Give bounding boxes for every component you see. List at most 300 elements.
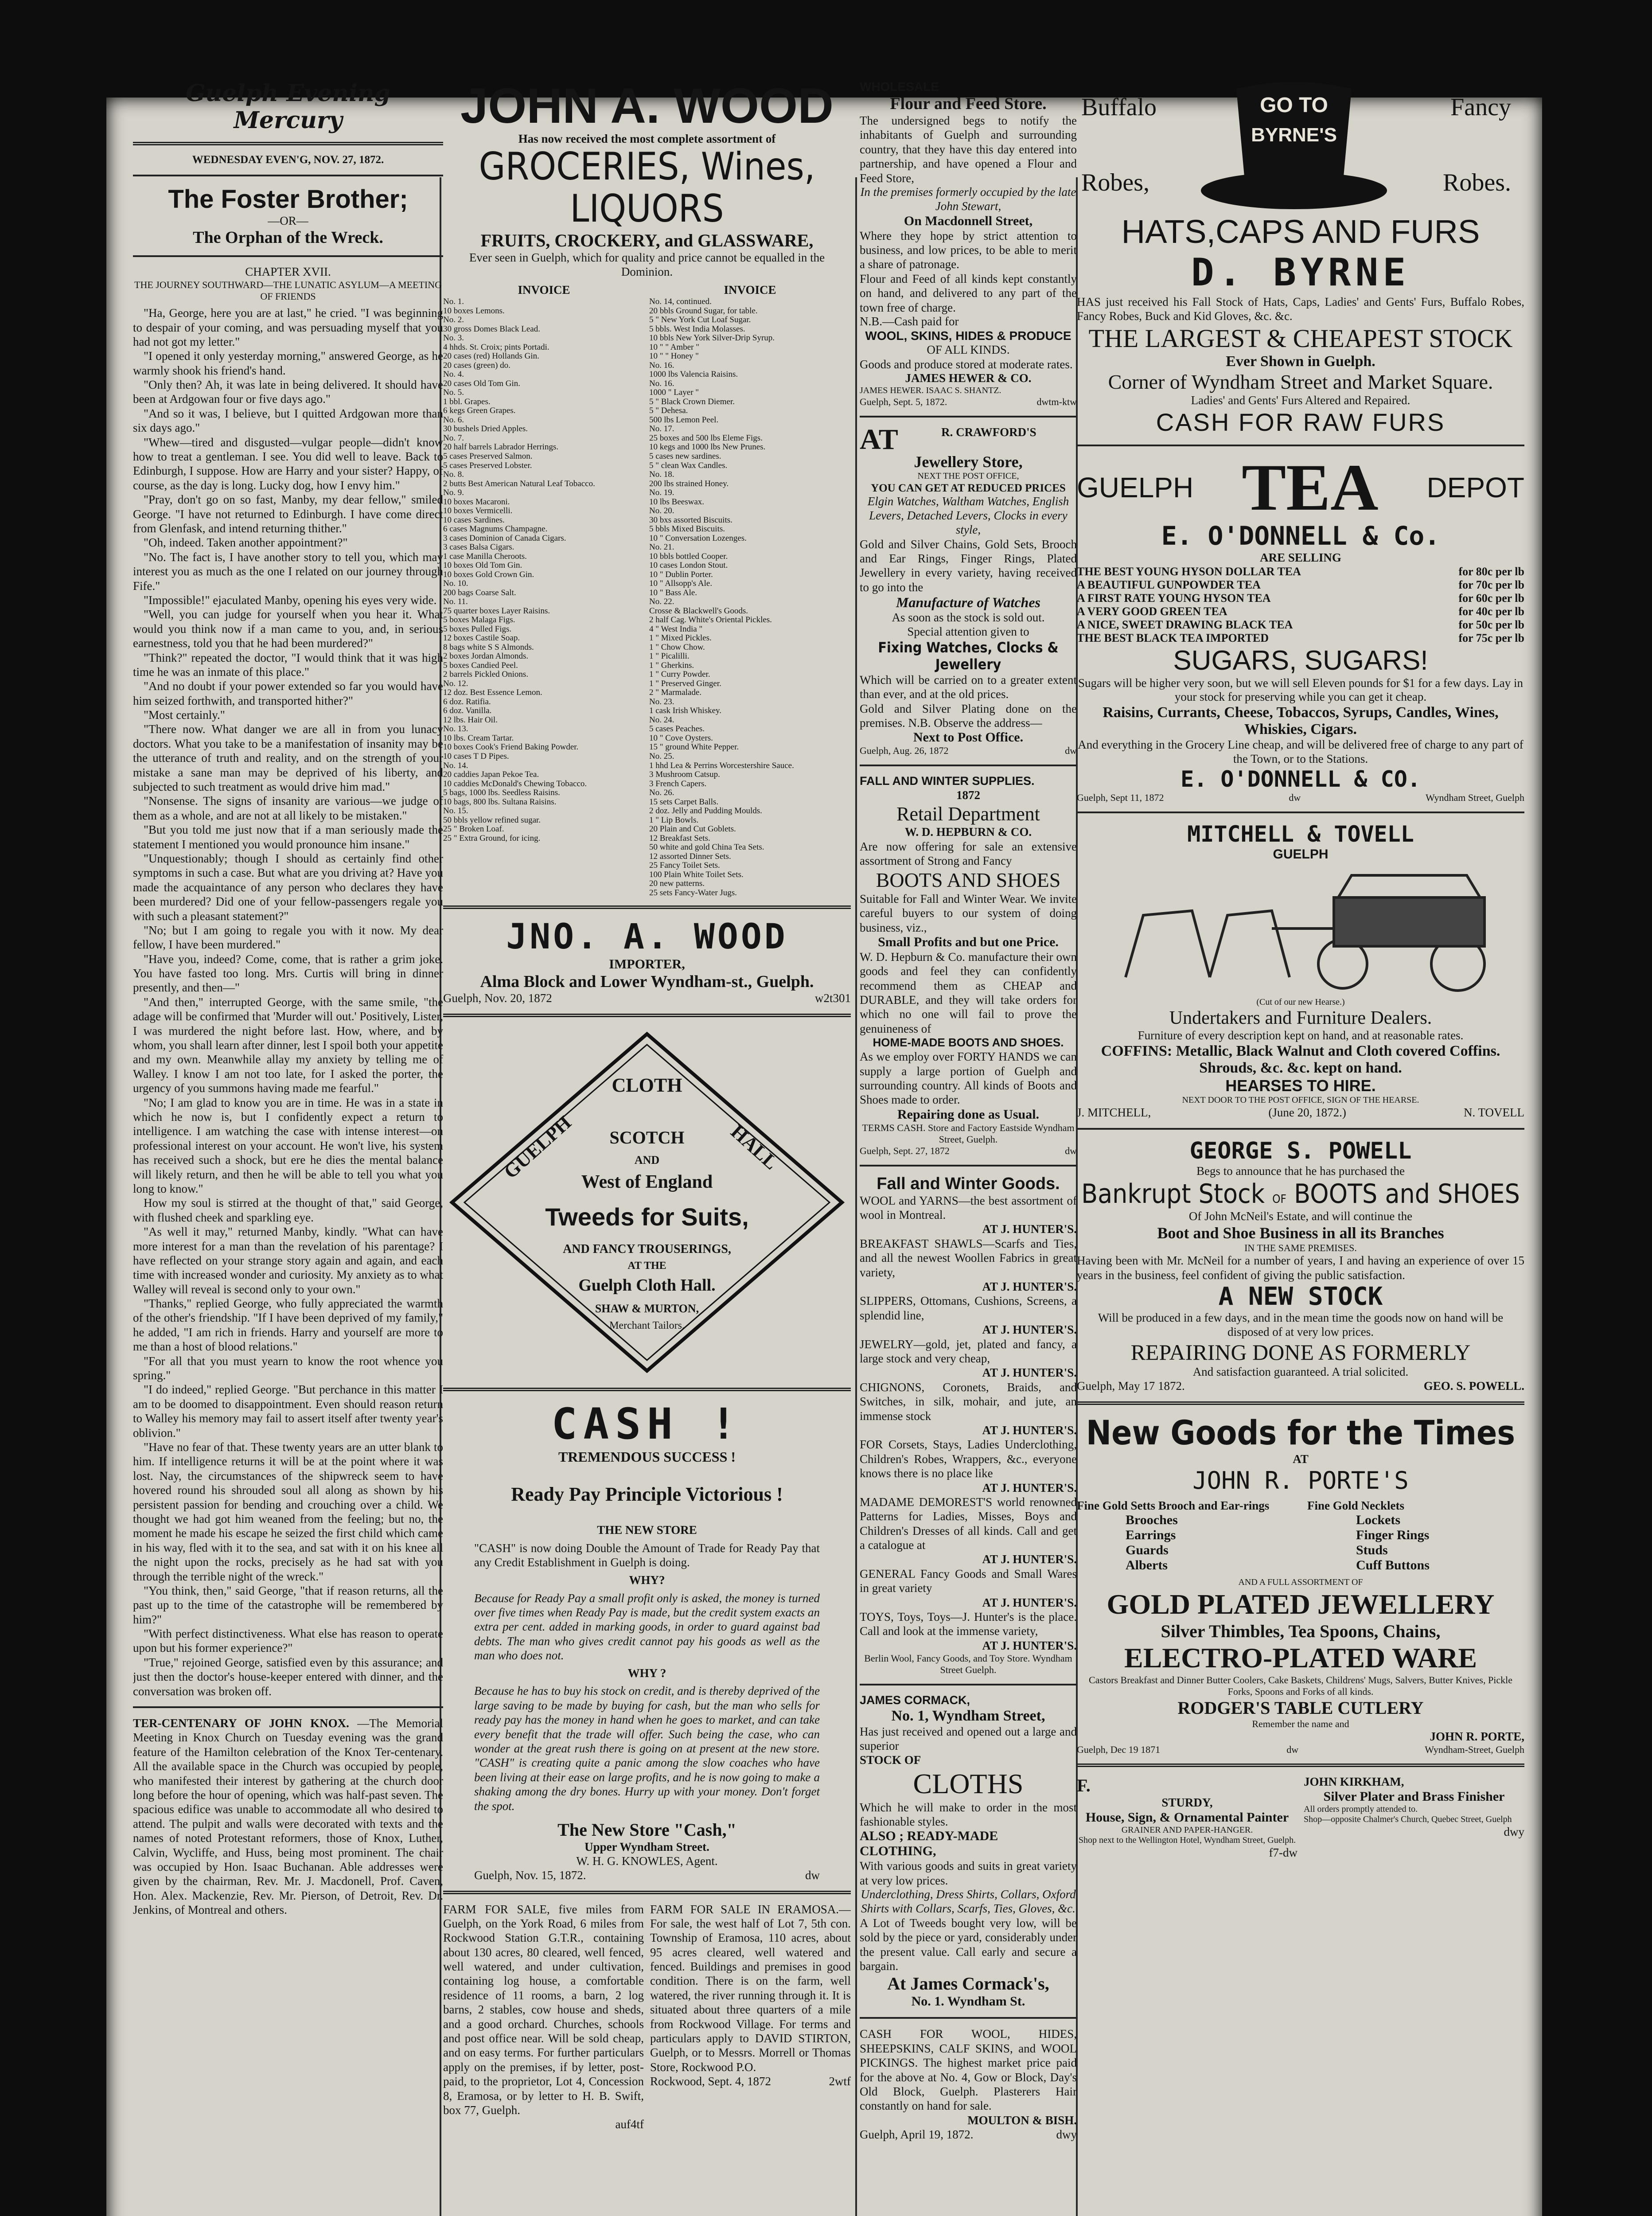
invoice-item: 5 cases Peaches. bbox=[649, 724, 705, 734]
invoice-item: 20 half barrels Labrador Herrings. bbox=[443, 442, 559, 452]
invoice-item: 10 lbs. Cream Tartar. bbox=[443, 733, 514, 743]
tea-dateline: Guelph, Sept 11, 1872 bbox=[1077, 792, 1164, 803]
kirkham-ref: dwy bbox=[1504, 1825, 1524, 1838]
serial-paragraph: "No; I am glad to know you are in time. He was in a state in which he now is, but I confidently expect a return to intelligence. I am watching the case with intense interest—on professional interest on your account. He won't live, his system has received such a shock, but ere he dies the mental balance will likely return, and then he will be able to tell you what you long to know." bbox=[133, 1096, 443, 1195]
hepburn-retail: Retail Department bbox=[896, 803, 1040, 825]
moulton-ref: dwy bbox=[1056, 2128, 1077, 2142]
divider bbox=[1077, 811, 1524, 813]
mitchell-town: GUELPH bbox=[1273, 847, 1329, 862]
invoice-item: 1 cask Irish Whiskey. bbox=[649, 706, 722, 716]
sturdy-trade: House, Sign, & Ornamental Painter bbox=[1085, 1810, 1289, 1825]
invoice-item: 12 assorted Dinner Sets. bbox=[649, 851, 731, 861]
hepburn-body: W. D. Hepburn & Co. manufacture their own goods and feel they can confidently recommend them as CHEAP and DURABLE, and they will take orders for which no one will fail to prove the genuineness of bbox=[860, 950, 1077, 1035]
sturdy-ad bbox=[1077, 1775, 1297, 1860]
farm2-dateline: Rockwood, Sept. 4, 1872 bbox=[650, 2075, 771, 2088]
flour-body-2: Where they hope by strict attention to business, and low prices, to be able to merit a share of patronage. bbox=[860, 229, 1077, 271]
moulton-dateline: Guelph, April 19, 1872. bbox=[860, 2128, 974, 2142]
powell-business: Boot and Shoe Business in all its Branches bbox=[1157, 1224, 1444, 1242]
hunter-item-text: GENERAL Fancy Goods and Small Wares in great variety bbox=[860, 1567, 1077, 1595]
masthead-title: Guelph Evening Mercury bbox=[186, 80, 390, 134]
tea-depot: DEPOT bbox=[1426, 471, 1524, 503]
flour-wool: WOOL, SKINS, HIDES & PRODUCE bbox=[865, 328, 1071, 343]
porte-right-item: Cuff Buttons bbox=[1356, 1558, 1430, 1573]
invoice-item: 12 lbs. Hair Oil. bbox=[443, 715, 498, 725]
sturdy-shop: Shop next to the Wellington Hotel, Wyndham Street, Guelph. bbox=[1078, 1835, 1296, 1845]
invoice-item: No. 11. bbox=[443, 597, 468, 607]
hunter-at: AT J. HUNTER'S. bbox=[982, 1323, 1077, 1337]
porte-right-list bbox=[1307, 1499, 1524, 1573]
invoice-item: 4 " West India " bbox=[649, 624, 703, 634]
powell-premises: IN THE SAME PREMISES. bbox=[1244, 1242, 1357, 1253]
invoice-item: 15 " ground White Pepper. bbox=[649, 742, 739, 752]
invoice-item: 20 caddies Japan Pekoe Tea. bbox=[443, 770, 539, 780]
invoice-item: 1 " Preserved Ginger. bbox=[649, 679, 721, 688]
serial-paragraph: "With perfect distinctiveness. What else has reason to operate upon but his former experience?" bbox=[133, 1627, 443, 1655]
hepburn-boots: BOOTS AND SHOES bbox=[876, 868, 1061, 891]
invoice-item: 1 " Curry Powder. bbox=[649, 670, 710, 679]
cormack-which: Which he will make to order in the most fashionable styles. bbox=[860, 1800, 1077, 1828]
cormack-stock-of: STOCK OF bbox=[860, 1753, 921, 1767]
wood-fruits: FRUITS, CROCKERY, and GLASSWARE, bbox=[480, 230, 814, 250]
tea-item-name: A NICE, SWEET DRAWING BLACK TEA bbox=[1077, 618, 1293, 631]
farm2-body: FARM FOR SALE IN ERAMOSA.—For sale, the west half of Lot 7, 5th con. Township of Eramosa, 110 acres, about 95 acres cleared, well watered and fenced. Buildings and premises in good condition. There is on the farm, well watered, the river running through it. It is situated about three quarters of a mile from Rockwood Village. For terms and particulars apply to DAVID STIRTON, Guelph, or to Messrs. Morrell or Thomas Store, Rockwood P.O. bbox=[650, 1902, 851, 2074]
serial-paragraph: How my soul is stirred at the thought of that," said George, with flushed cheek and sparkling eye. bbox=[133, 1196, 443, 1224]
invoice-item: 30 gross Domes Black Lead. bbox=[443, 324, 540, 334]
hunter-item-text: JEWELRY—gold, jet, plated and fancy, a large stock and very cheap, bbox=[860, 1337, 1077, 1365]
flour-premises: In the premises formerly occupied by the late John Stewart, bbox=[860, 185, 1076, 213]
flour-ad bbox=[860, 80, 1077, 408]
hunter-item bbox=[860, 1495, 1077, 1567]
invoice-item: 10 bags, 800 lbs. Sultana Raisins. bbox=[443, 797, 557, 807]
hunter-item-text: BREAKFAST SHAWLS—Scarfs and Ties, and all the newest Woollen Fabrics in great variety, bbox=[860, 1237, 1077, 1279]
invoice-item: No. 17. bbox=[649, 424, 674, 434]
cloth-and: AND bbox=[634, 1154, 660, 1167]
serial-paragraph: "Have you, indeed? Come, come, that is rather a grim joke. You have fasted too long. Mrs. Curtis will bring in dinner presently, and then—" bbox=[133, 952, 443, 995]
knox-heading: TER-CENTENARY OF JOHN KNOX. bbox=[133, 1717, 349, 1730]
mitchell-hearses: HEARSES TO HIRE. bbox=[1225, 1077, 1376, 1095]
divider bbox=[133, 255, 443, 257]
invoice-item: 2 boxes Jordan Almonds. bbox=[443, 652, 529, 661]
invoice-item: 1 hhd Lea & Perrins Worcestershire Sauce. bbox=[649, 761, 794, 770]
divider bbox=[860, 1684, 1077, 1685]
farm-ads bbox=[443, 1902, 851, 2132]
invoice-item: 1000 " Layer " bbox=[649, 388, 699, 398]
powell-dateline: Guelph, May 17 1872. bbox=[1077, 1379, 1185, 1393]
porte-right-header: Fine Gold Necklets bbox=[1307, 1498, 1404, 1512]
porte-dateline-row bbox=[1077, 1744, 1524, 1756]
invoice-item: 5 bbls. West India Molasses. bbox=[649, 324, 745, 334]
invoice-item: 1 case Manilla Cheroots. bbox=[443, 551, 527, 561]
tea-item-price: for 40c per lb bbox=[1458, 605, 1524, 618]
hunter-item bbox=[860, 1567, 1077, 1610]
cash-ad bbox=[443, 1399, 851, 1882]
serial-paragraph: "Most certainly." bbox=[144, 708, 225, 722]
invoice-item: 1 " Lip Bowls. bbox=[649, 815, 699, 825]
divider bbox=[1077, 1128, 1524, 1130]
serial-chapter: CHAPTER XVII. bbox=[245, 265, 331, 279]
cloth-owners: SHAW & MURTON, bbox=[595, 1302, 699, 1315]
kirkham-ad bbox=[1304, 1775, 1524, 1860]
hunter-at: AT J. HUNTER'S. bbox=[982, 1366, 1077, 1380]
sturdy-name: STURDY, bbox=[1161, 1795, 1213, 1809]
serial-paragraph: "As well it may," returned Manby, kindly. "What can have more interest for a man than the revelation of his parentage? I have reflected on your strange story again and again, and each time with increased wonder and curiosity. My anxiety as to what Walley will reveal is second only to your own." bbox=[133, 1225, 443, 1296]
powell-boots: BOOTS and SHOES bbox=[1294, 1178, 1520, 1209]
crawford-fixing: Fixing Watches, Clocks & Jewellery bbox=[878, 639, 1059, 673]
invoice-item: No. 2. bbox=[443, 315, 464, 325]
invoice-item: 2 butts Best American Natural Leaf Tobacco. bbox=[443, 479, 595, 488]
powell-new-stock: A NEW STOCK bbox=[1218, 1282, 1383, 1311]
wood-address: Alma Block and Lower Wyndham-st., Guelph. bbox=[480, 972, 814, 991]
sturdy-initial: F. bbox=[1077, 1775, 1091, 1795]
divider bbox=[860, 1165, 1077, 1167]
serial-paragraph: "Only then? Ah, it was late in being delivered. It should have been at Ardgowan four or five days ago." bbox=[133, 378, 443, 406]
wood-dateline: Guelph, Nov. 20, 1872 bbox=[443, 991, 552, 1005]
invoice-item: 10 cases T D Pipes. bbox=[443, 752, 509, 761]
porte-right-item: Studs bbox=[1356, 1543, 1388, 1558]
serial-subtitle: The Orphan of the Wreck. bbox=[193, 228, 383, 247]
invoice-item: No. 22. bbox=[649, 597, 674, 607]
farm2-dateline-row bbox=[650, 2074, 851, 2088]
flour-dateline-row bbox=[860, 396, 1077, 408]
cormack-name: JAMES CORMACK, bbox=[860, 1693, 970, 1707]
cormack-addr: No. 1, Wyndham Street, bbox=[891, 1707, 1045, 1724]
invoice-item: No. 25. bbox=[649, 752, 674, 761]
invoice-item: 10 " Cove Oysters. bbox=[649, 733, 713, 743]
porte-dateline: Guelph, Dec 19 1871 bbox=[1077, 1744, 1161, 1755]
divider bbox=[443, 1014, 851, 1017]
hepburn-title: FALL AND WINTER SUPPLIES. bbox=[860, 774, 1035, 788]
powell-footer bbox=[1077, 1379, 1524, 1393]
cloth-scotch: SCOTCH bbox=[609, 1128, 685, 1148]
serial-paragraph: "No. The fact is, I have another story to tell you, which may interest you as much as the one I related on our journey through Fife." bbox=[133, 550, 443, 593]
serial-paragraph: "There now. What danger we are all in from you lunacy doctors. What you take to be a manifestation of insanity may be the utterance of truth and reality, and on the strength of your mistake a sane man may be deprived of his liberty, and subjected to such treatment as would drive him mad." bbox=[133, 722, 443, 794]
byrne-cash: CASH FOR RAW FURS bbox=[1156, 408, 1446, 436]
farm-ad-2 bbox=[650, 1902, 851, 2132]
powell-body: Having been with Mr. McNeil for a number of years, I and having an experience of over 15 years in the business, feel confident of giving the public satisfaction. bbox=[1077, 1254, 1524, 1282]
tea-item-name: A FIRST RATE YOUNG HYSON TEA bbox=[1077, 591, 1271, 605]
flour-head-1: WHOLESALE bbox=[860, 80, 939, 94]
serial-paragraph: "Have no fear of that. These twenty years are an utter blank to him. If intelligence returns it will be at the point where it was lost. Nay, the circumstances of the shipwreck seem to have hovered round his shrouded soul all along as shown by his persistent passion for bending and crouching over a child. We thought we had got him weaned from the feeling; but no, the moment he made his escape he seized the first child which came in his way, fled with it to the sea, and sat with it on his knee all the night upon the rocks, precisely as he had sat with you through the terrible night of the wreck." bbox=[133, 1440, 443, 1583]
hunter-at: AT J. HUNTER'S. bbox=[982, 1222, 1077, 1236]
tea-price-row bbox=[1077, 578, 1524, 592]
serial-paragraph: "Unquestionably; though I should as certainly find other symptoms in such a case. But what are you driving at? Have you made the acquaintance of any person who declares they have been murdered? Did one of your fellow-passengers regale you with such a pleasant statement?" bbox=[133, 851, 443, 923]
porte-left-header: Fine Gold Setts Brooch and Ear-rings bbox=[1077, 1498, 1270, 1512]
tea-sugars: SUGARS, SUGARS! bbox=[1173, 645, 1428, 676]
hepburn-ad bbox=[860, 774, 1077, 1156]
cash-title: CASH ! bbox=[551, 1399, 743, 1449]
invoice-item: 20 Plain and Cut Goblets. bbox=[649, 824, 736, 834]
invoice-item: No. 19. bbox=[649, 488, 674, 498]
crawford-next-po: Next to Post Office. bbox=[913, 730, 1024, 745]
invoice-item: 10 " Dublin Porter. bbox=[649, 570, 713, 579]
invoice-item: 10 caddies McDonald's Chewing Tobacco. bbox=[443, 779, 587, 788]
moulton-firm: MOULTON & BISH. bbox=[967, 2113, 1077, 2127]
invoice-label: INVOICE bbox=[518, 283, 570, 297]
invoice-item: 25 sets Fancy-Water Jugs. bbox=[649, 888, 737, 897]
crawford-at: AT bbox=[860, 423, 898, 456]
crawford-store: Jewellery Store, bbox=[914, 453, 1023, 471]
invoice-item: 75 quarter boxes Layer Raisins. bbox=[443, 606, 550, 616]
hunter-item-text: TOYS, Toys, Toys—J. Hunter's is the place. Call and look at the immense variety, bbox=[860, 1610, 1077, 1638]
crawford-dateline: Guelph, Aug. 26, 1872 bbox=[860, 745, 949, 757]
invoice-item: No. 16. bbox=[649, 360, 674, 370]
byrne-hats: HATS,CAPS AND FURS bbox=[1121, 213, 1480, 250]
tea-street: Wyndham Street, Guelph bbox=[1426, 792, 1524, 803]
powell-begs: Begs to announce that he has purchased the bbox=[1196, 1164, 1405, 1178]
sturdy-sub: GRAINER AND PAPER-HANGER. bbox=[1121, 1825, 1253, 1835]
hepburn-body-2: As we employ over FORTY HANDS we can supply a large portion of Guelph and surrounding country. All kinds of Boots and Shoes made to order. bbox=[860, 1050, 1077, 1107]
cash-store: The New Store "Cash," bbox=[557, 1819, 736, 1840]
divider bbox=[1077, 1763, 1524, 1767]
porte-rodger: RODGER'S TABLE CUTLERY bbox=[1177, 1697, 1424, 1718]
hepburn-small-profits: Small Profits and but one Price. bbox=[878, 934, 1059, 949]
porte-left-items bbox=[1077, 1513, 1294, 1573]
invoice-item: 500 lbs Lemon Peel. bbox=[649, 415, 719, 425]
invoice-item: 20 cases (green) do. bbox=[443, 360, 510, 370]
invoice-item: No. 1. bbox=[443, 297, 464, 307]
flour-ref: dwtm-ktw bbox=[1036, 396, 1077, 407]
farm1-body: FARM FOR SALE, five miles from Guelph, on the York Road, 6 miles from Rockwood Station G.T.R., containing about 130 acres, 80 cleared, well fenced, well watered, and under cultivation, containing log house, a comfortable residence of 11 rooms, a barn, 2 log barns, 2 stables, cow house and sheds, and a good orchard. Churches, schools and post office near. Will be sold cheap, and on easy terms. For further particulars apply on the premises, if by letter, post-paid, to the proprietor, Lot 4, Concession 8, Eramosa, or by letter to H. B. Swift, box 77, Guelph. bbox=[443, 1902, 644, 2117]
crawford-items: Elgin Watches, Waltham Watches, English Levers, Detached Levers, Clocks in every style, bbox=[867, 495, 1069, 536]
divider bbox=[133, 175, 443, 176]
serial-paragraph: "You think, then," said George, "that if reason returns, all the past up to the time of the catastrophe will be remembered by him?" bbox=[133, 1584, 443, 1626]
invoice-item: 12 Breakfast Sets. bbox=[649, 833, 710, 843]
flour-street: On Macdonnell Street, bbox=[904, 213, 1033, 228]
porte-left-item: Alberts bbox=[1126, 1558, 1168, 1573]
moulton-body: CASH FOR WOOL, HIDES, SHEEPSKINS, CALF SKINS, and WOOL PICKINGS. The highest market price paid for the above at No. 4, Gow or Block, Day's Old Block, Guelph. Plasterers Hair constantly on hand for sale. bbox=[860, 2027, 1077, 2113]
byrne-body: HAS just received his Fall Stock of Hats, Caps, Ladies' and Gents' Furs, Buffalo Robes, Fancy Robes, Buck and Kid Gloves, &c. &c. bbox=[1077, 295, 1524, 323]
tea-price-row bbox=[1077, 632, 1524, 645]
invoice-item: 25 " Extra Ground, for icing. bbox=[443, 833, 541, 843]
cash-ready-pay: Ready Pay Principle Victorious ! bbox=[511, 1483, 783, 1506]
invoice-item: 5 bbls Mixed Biscuits. bbox=[649, 524, 725, 534]
porte-name: JOHN R. PORTE'S bbox=[1192, 1466, 1409, 1494]
invoice-item: 2 doz. Jelly and Pudding Moulds. bbox=[649, 806, 762, 816]
invoice-item: 10 boxes Vermicelli. bbox=[443, 506, 513, 516]
invoice-item: No. 16. bbox=[649, 378, 674, 388]
kirkham-trade: Silver Plater and Brass Finisher bbox=[1323, 1789, 1505, 1804]
cash-why-2-text: Because he has to buy his stock on credit, and is thereby deprived of the large saving to be made by buying for cash, but the man who sells for ready pay has the money in hand when he goes to market, and can take every benefit that the trade will offer. Such being the case, who can wonder at the great rush there is going on at present at the new store. "CASH" is creating quite a panic among the slow coaches who have been living at their ease on large profits, and he is now going to make a shaking among the dry bones. Hurry up with your money. Don't forget the spot. bbox=[474, 1684, 820, 1813]
powell-bankrupt: Bankrupt Stock bbox=[1081, 1178, 1265, 1209]
invoice-item: 5 boxes Pulled Figs. bbox=[443, 624, 512, 634]
invoice-item: 12 doz. Best Essence Lemon. bbox=[443, 688, 542, 698]
invoice-item: 6 doz. Vanilla. bbox=[443, 706, 492, 716]
flour-goods: Goods and produce stored at moderate rates. bbox=[860, 357, 1073, 371]
tea-everything: And everything in the Grocery Line cheap, and will be delivered free of charge to any part of the Town, or to the Stations. bbox=[1078, 738, 1523, 766]
hunter-at: AT J. HUNTER'S. bbox=[982, 1423, 1077, 1437]
cash-tremendous: TREMENDOUS SUCCESS ! bbox=[558, 1449, 736, 1465]
invoice-item: 1 " Chow Chow. bbox=[649, 642, 705, 652]
invoice-item: No. 20. bbox=[649, 506, 674, 516]
serial-paragraph: "No; but I am going to regale you with it now. My dear fellow, I have been murdered." bbox=[133, 923, 443, 952]
kirkham-name: JOHN KIRKHAM, bbox=[1304, 1775, 1404, 1788]
invoice-item: 10 boxes Cook's Friend Baking Powder. bbox=[443, 742, 579, 752]
invoice-item: 3 Mushroom Catsup. bbox=[649, 770, 720, 780]
tea-item-name: THE BEST BLACK TEA IMPORTED bbox=[1077, 631, 1269, 644]
serial-paragraph: "And then," interrupted George, with the same smile, "the adage will be confirmed that 'Murder will out.' Positively, Lister, I was murdered the night before last. How, where, and by whom, you shall learn after dinner, lest I spoil both your appetite and my own. Meanwhile allay my anxiety by telling me of Walley. I know I am not too late, for I asked the porter, the urgency of you summons having made me fearful." bbox=[133, 995, 443, 1095]
tea-item-name: A VERY GOOD GREEN TEA bbox=[1077, 605, 1227, 618]
invoice-item: 15 sets Carpet Balls. bbox=[649, 797, 719, 807]
cloth-at-the: AT THE bbox=[627, 1260, 666, 1272]
cloth-hall-ad bbox=[443, 1025, 851, 1380]
kirkham-sub: All orders promptly attended to. bbox=[1304, 1804, 1418, 1814]
invoice-item: 2 barrels Pickled Onions. bbox=[443, 670, 529, 679]
serial-paragraph: "I do indeed," replied George. "But perchance in this matter I am to be doomed to disappointment. Even should reason return to Walley his memory may fail to assert itself after twenty year's oblivion." bbox=[133, 1383, 443, 1440]
hunter-at: AT J. HUNTER'S. bbox=[982, 1481, 1077, 1494]
invoice-item: 20 bbls Ground Sugar, for table. bbox=[649, 306, 758, 316]
crawford-gold: Gold and Silver Chains, Gold Sets, Brooch and Ear Rings, Finger Rings, Plated Jewellery in every variety, having received to go into the bbox=[860, 537, 1077, 594]
crawford-silver: Gold and Silver Plating done on the premises. N.B. Observe the address— bbox=[860, 702, 1077, 730]
invoice-item: 5 boxes Malaga Figs. bbox=[443, 615, 515, 625]
wood-importer: IMPORTER, bbox=[609, 957, 685, 972]
invoice-item: 50 bbls yellow refined sugar. bbox=[443, 815, 541, 825]
mitchell-left: J. MITCHELL, bbox=[1077, 1105, 1151, 1119]
invoice-item: No. 26. bbox=[649, 788, 674, 798]
hunter-item bbox=[860, 1237, 1077, 1294]
divider bbox=[1077, 1401, 1524, 1405]
invoice-item: No. 14, continued. bbox=[649, 297, 712, 307]
crawford-name: R. CRAWFORD'S bbox=[941, 425, 1036, 439]
farm1-ref: auf4tf bbox=[615, 2118, 644, 2131]
invoice-item: No. 18. bbox=[649, 470, 674, 480]
byrne-top bbox=[1077, 80, 1524, 213]
invoice-item: 10 kegs and 1000 lbs New Prunes. bbox=[649, 442, 766, 452]
crawford-sold: As soon as the stock is sold out. bbox=[892, 611, 1045, 624]
hepburn-offer: Are now offering for sale an extensive assortment of Strong and Fancy bbox=[860, 839, 1077, 868]
serial-body bbox=[133, 306, 443, 1698]
cloth-west: West of England bbox=[581, 1172, 713, 1193]
porte-left-item: Earrings bbox=[1126, 1528, 1176, 1543]
tea-item-price: for 60c per lb bbox=[1458, 591, 1524, 605]
cormack-cloths: CLOTHS bbox=[913, 1767, 1024, 1799]
mitchell-name: MITCHELL & TOVELL bbox=[1187, 821, 1414, 847]
cash-new-store-text: "CASH" is now doing Double the Amount of Trade for Ready Pay that any Credit Establishment in Guelph is doing. bbox=[474, 1541, 820, 1569]
hunter-item-text: SLIPPERS, Ottomans, Cushions, Screens, a splendid line, bbox=[860, 1294, 1077, 1322]
byrne-name: D. BYRNE bbox=[1191, 250, 1410, 295]
serial-paragraph: "Pray, don't go on so fast, Manby, my dear fellow," smiled George. "I have not returned to Edinburgh. I have come direct from Glenfask, and intend returning thither." bbox=[133, 493, 443, 535]
cormack-ad bbox=[860, 1693, 1077, 2009]
invoice-item: 100 Plain White Toilet Sets. bbox=[649, 870, 744, 879]
porte-ref: dw bbox=[1286, 1744, 1299, 1755]
crawford-next: NEXT THE POST OFFICE, bbox=[917, 471, 1019, 481]
invoice-item: No. 15. bbox=[443, 806, 468, 816]
invoice-item: 1000 lbs Valencia Raisins. bbox=[649, 370, 738, 379]
wood-groceries: GROCERIES, Wines, LIQUORS bbox=[479, 144, 815, 231]
crawford-reduced: YOU CAN GET AT REDUCED PRICES bbox=[871, 482, 1066, 494]
crawford-manufacture: Manufacture of Watches bbox=[896, 594, 1040, 611]
cormack-no1: No. 1. Wyndham St. bbox=[911, 1994, 1025, 2009]
invoice-item: 6 cases Magnums Champagne. bbox=[443, 524, 548, 534]
farm-ad-1 bbox=[443, 1902, 644, 2132]
cash-dateline: Guelph, Nov. 15, 1872. bbox=[474, 1868, 586, 1882]
invoice-item: 6 doz. Ratifia. bbox=[443, 697, 491, 706]
invoice-item: 10 cases Sardines. bbox=[443, 515, 505, 525]
invoice-list-left bbox=[443, 297, 645, 843]
porte-left-item: Guards bbox=[1126, 1543, 1169, 1558]
cormack-also: ALSO ; READY-MADE CLOTHING, bbox=[860, 1829, 998, 1859]
flour-partners: JAMES HEWER. ISAAC S. SHANTZ. bbox=[860, 385, 1001, 395]
hepburn-repair: Repairing done as Usual. bbox=[897, 1107, 1040, 1122]
cash-street: Upper Wyndham Street. bbox=[584, 1840, 709, 1853]
invoice-item: 1 " Gherkins. bbox=[649, 660, 694, 670]
kirkham-shop: Shop—opposite Chalmer's Church, Quebec Street, Guelph bbox=[1304, 1814, 1512, 1825]
hunter-at: AT J. HUNTER'S. bbox=[982, 1553, 1077, 1566]
crawford-ref: dw bbox=[1065, 745, 1077, 757]
invoice-item: 10 boxes Old Tom Gin. bbox=[443, 561, 522, 570]
column-merchants bbox=[860, 80, 1077, 2216]
invoice-item: 5 " New York Cut Loaf Sugar. bbox=[649, 315, 751, 325]
wood-ever-seen: Ever seen in Guelph, which for quality and price cannot be equalled in the Dominion. bbox=[469, 250, 825, 278]
invoice-item: 5 " Dehesa. bbox=[649, 406, 688, 416]
hunter-item-text: MADAME DEMOREST'S world renowned Patterns for Ladies, Misses, Boys and Children's Dresses of all kinds. Call and get a catalogue at bbox=[860, 1495, 1077, 1552]
hearse-illustration bbox=[1077, 862, 1520, 995]
cormack-lot: A Lot of Tweeds bought very low, will be sold by the piece or yard, considerably under the present value. Call early and secure a bargain. bbox=[860, 1916, 1077, 1973]
invoice-item: 5 bags, 1000 lbs. Seedless Raisins. bbox=[443, 788, 560, 798]
invoice-item: 10 " " Amber " bbox=[649, 342, 699, 352]
powell-repairing: REPAIRING DONE AS FORMERLY bbox=[1130, 1339, 1471, 1365]
byrne-buffalo: Buffalo bbox=[1081, 94, 1157, 121]
invoice-item: 3 cases Dominion of Canada Cigars. bbox=[443, 533, 566, 543]
cormack-opened: Has just received and opened out a large and superior bbox=[860, 1724, 1077, 1753]
tea-item-price: for 80c per lb bbox=[1458, 565, 1524, 578]
serial-paragraph: "Ha, George, here you are at last," he cried. "I was beginning to despair of your coming, and was persuading myself that you had not got my letter." bbox=[133, 306, 443, 348]
serial-paragraph: "But you told me just now that if a man seriously made the statement I mentioned you would pronounce him insane." bbox=[133, 823, 443, 851]
serial-paragraph: "And so it was, I believe, but I quitted Ardgowan more than six days ago." bbox=[133, 406, 443, 435]
divider bbox=[133, 142, 443, 145]
serial-paragraph: "Whew—tired and disgusted—vulgar people—didn't know how to treat a gentleman. I see. You did well to leave. Back to Edinburgh, I suppose. How are Harry and your sister? Happy, of course, as the day is long. Lucky dog, how I envy him." bbox=[133, 435, 443, 492]
invoice-item: 10 bbls bottled Cooper. bbox=[649, 551, 728, 561]
porte-silver: Silver Thimbles, Tea Spoons, Chains, bbox=[1161, 1621, 1441, 1641]
invoice-item: No. 7. bbox=[443, 433, 464, 443]
hunter-item bbox=[860, 1437, 1077, 1495]
tea-ref: dw bbox=[1289, 792, 1301, 803]
porte-street: Wyndham-Street, Guelph bbox=[1425, 1744, 1524, 1755]
wood-ref: w2t301 bbox=[815, 991, 851, 1005]
invoice-item: No. 4. bbox=[443, 370, 464, 379]
invoice-item: 3 French Capers. bbox=[649, 779, 707, 788]
invoice-item: No. 5. bbox=[443, 388, 464, 398]
column-right-ads bbox=[1077, 80, 1524, 2216]
invoice-item: No. 21. bbox=[649, 542, 674, 552]
invoice-label: INVOICE bbox=[724, 283, 776, 297]
powell-of: OF bbox=[1272, 1192, 1287, 1206]
invoice-item: 3 cases Balsa Cigars. bbox=[443, 542, 514, 552]
tea-price-list bbox=[1077, 565, 1524, 645]
invoice-item: 50 white and gold China Tea Sets. bbox=[649, 843, 764, 852]
hunter-at: AT J. HUNTER'S. bbox=[982, 1596, 1077, 1609]
invoice-item: 10 " Allsopp's Ale. bbox=[649, 579, 713, 589]
powell-produced: Will be produced in a few days, and in the mean time the goods now on hand will be disposed of at very low prices. bbox=[1098, 1311, 1504, 1339]
hepburn-suitable: Suitable for Fall and Winter Wear. We invite careful buyers to our system of doing business, viz., bbox=[860, 892, 1077, 934]
sturdy-ref: f7-dw bbox=[1269, 1845, 1297, 1859]
divider bbox=[860, 2017, 1077, 2019]
column-serial bbox=[133, 80, 443, 2216]
porte-left-list bbox=[1077, 1499, 1294, 1573]
column-rule bbox=[855, 177, 857, 2216]
invoice-item: 20 cases Old Tom Gin. bbox=[443, 378, 521, 388]
cash-agent: W. H. G. KNOWLES, Agent. bbox=[576, 1854, 718, 1868]
mitchell-coffins: COFFINS: Metallic, Black Walnut and Cloth covered Coffins. Shrouds, &c. &c. kept on hand. bbox=[1101, 1043, 1500, 1077]
powell-bankrupt-line bbox=[1077, 1178, 1524, 1209]
cormack-under: Underclothing, Dress Shirts, Collars, Oxford Shirts with Collars, Scarfs, Ties, Gloves, &c. bbox=[861, 1888, 1076, 1916]
crawford-dateline-row bbox=[860, 745, 1077, 757]
crawford-ad bbox=[860, 425, 1077, 757]
invoice-item: 20 cases (red) Hollands Gin. bbox=[443, 351, 539, 361]
hunter-at: AT J. HUNTER'S. bbox=[982, 1639, 1077, 1652]
hepburn-dateline: Guelph, Sept. 27, 1872 bbox=[860, 1145, 950, 1156]
invoice-item: 2 half Cag. White's Oriental Pickles. bbox=[649, 615, 772, 625]
flour-body-3: Flour and Feed of all kinds kept constantly on hand, and delivered to any part of the town free of charge. bbox=[860, 272, 1077, 314]
